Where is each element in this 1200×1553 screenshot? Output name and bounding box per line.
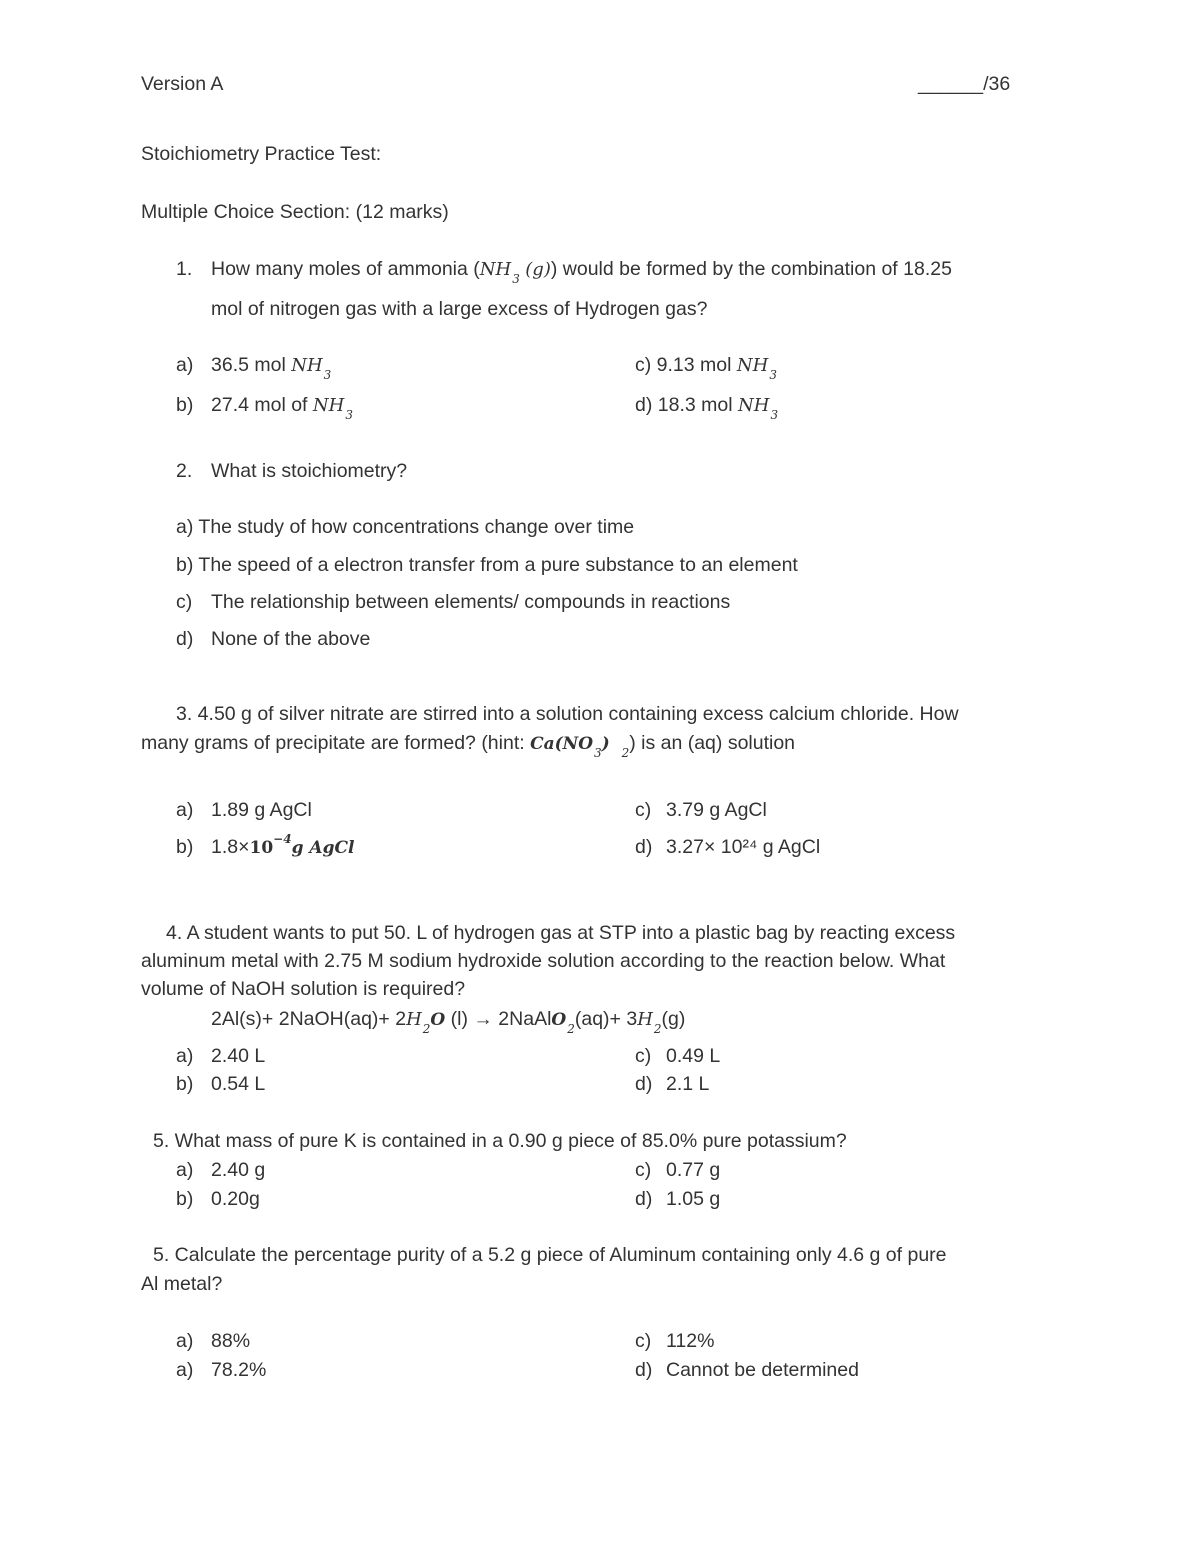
q5-option-a: 2.40 g — [211, 1159, 266, 1181]
q3-option-b-label: b) — [176, 836, 194, 858]
q6-option-c: 112% — [666, 1330, 715, 1352]
q3-option-b-unit: g AgCl — [291, 838, 355, 858]
q1-option-d-text: 18.3 mol — [657, 394, 733, 416]
q4-line1: 4. A student wants to put 50. L of hydrogen gas at STP into a plastic bag by reacting excess — [166, 922, 956, 944]
q3-option-b-text: 1.8× — [211, 836, 250, 858]
q4-line3: volume of NaOH solution is required? — [141, 978, 466, 1000]
q3-option-c-label: c) — [635, 799, 652, 821]
q3-option-a: 1.89 g AgCl — [211, 799, 312, 821]
q1-number: 1. — [176, 258, 193, 280]
q5-option-a-label: a) — [176, 1159, 194, 1181]
q1-option-a — [211, 353, 332, 382]
section-title: Multiple Choice Section: (12 marks) — [141, 201, 449, 223]
q4-eq-part1: 2Al(s)+ 2NaOH(aq)+ 2 — [211, 1008, 407, 1030]
q4-eq-o2-sub: 2 — [567, 1022, 575, 1036]
q3-option-a-label: a) — [176, 799, 194, 821]
q2-option-a: a) The study of how concentrations change over time — [176, 516, 635, 538]
score-blank: ______/36 — [918, 73, 1011, 95]
q3-line2 — [141, 731, 796, 760]
q3-line2-before: many grams of precipitate are formed? (hint: — [141, 732, 531, 754]
q6-option-d: Cannot be determined — [666, 1359, 859, 1381]
q4-eq-part3: (aq)+ 3 — [574, 1008, 638, 1030]
q5-option-d-label: d) — [635, 1188, 653, 1210]
q1-option-b-text: 27.4 mol of — [211, 394, 308, 416]
q4-eq-o2-o: O — [551, 1010, 567, 1030]
q1-option-d-label: d) — [635, 394, 653, 416]
q1-line2: mol of nitrogen gas with a large excess of Hydrogen gas? — [211, 298, 708, 320]
q5-option-d: 1.05 g — [666, 1188, 721, 1210]
q1-option-a-formula: NH — [291, 355, 323, 376]
q3-line2-after: ) is an (aq) solution — [629, 732, 796, 754]
q2-option-c: The relationship between elements/ compounds in reactions — [211, 591, 731, 613]
q1-option-b — [211, 393, 353, 422]
q6-line1: 5. Calculate the percentage purity of a 5.2 g piece of Aluminum containing only 4.6 g of pure — [153, 1244, 947, 1266]
q3-option-b — [211, 832, 355, 861]
q4-eq-h2o-h: H — [406, 1009, 422, 1030]
q1-option-b-label: b) — [176, 394, 194, 416]
q4-equation — [211, 1007, 686, 1036]
version-label: Version A — [141, 73, 224, 95]
q4-eq-part2: (l) → 2NaAl — [445, 1008, 552, 1030]
q1-option-d — [635, 393, 779, 422]
q5-text: 5. What mass of pure K is contained in a 0.90 g piece of 85.0% pure potassium? — [153, 1130, 847, 1152]
q4-line2: aluminum metal with 2.75 M sodium hydroxide solution according to the reaction below. What — [141, 950, 946, 972]
q6-option-a-label: a) — [176, 1330, 194, 1352]
q1-option-c-sub: 3 — [769, 368, 777, 382]
q3-line1: 3. 4.50 g of silver nitrate are stirred into a solution containing excess calcium chloride. How — [176, 703, 959, 725]
q2-option-c-label: c) — [176, 591, 193, 613]
q1-option-b-formula: NH — [312, 395, 345, 416]
q3-formula-close: ) — [601, 734, 610, 754]
q6-option-a2: 78.2% — [211, 1359, 267, 1381]
q6-option-d-label: d) — [635, 1359, 653, 1381]
q3-option-d: 3.27× 10²⁴ g AgCl — [666, 836, 821, 858]
q1-option-b-sub: 3 — [345, 408, 353, 422]
q3-formula: Ca(NO — [530, 734, 594, 754]
q5-option-b: 0.20g — [211, 1188, 260, 1210]
q6-option-a2-label: a) — [176, 1359, 194, 1381]
q1-option-c-formula: NH — [736, 355, 769, 376]
q4-eq-h2-sub: 2 — [653, 1022, 662, 1036]
q1-formula: NH — [479, 259, 512, 280]
q4-option-c-label: c) — [635, 1045, 652, 1067]
q5-option-c-label: c) — [635, 1159, 652, 1181]
q4-option-d: 2.1 L — [666, 1073, 710, 1095]
q4-option-b: 0.54 L — [211, 1073, 266, 1095]
q1-option-c-text: 9.13 mol — [656, 354, 732, 376]
q4-option-d-label: d) — [635, 1073, 653, 1095]
q3-option-d-label: d) — [635, 836, 653, 858]
q6-line2: Al metal? — [141, 1273, 223, 1295]
page-title: Stoichiometry Practice Test: — [141, 143, 382, 165]
q2-text: What is stoichiometry? — [211, 460, 408, 482]
q2-option-d: None of the above — [211, 628, 371, 650]
q4-eq-part4: (g) — [661, 1008, 686, 1030]
q3-formula-sub2: 2 — [621, 746, 630, 760]
q1-option-c — [635, 353, 777, 382]
q3-option-b-ten: 10 — [249, 838, 274, 858]
q1-option-a-sub: 3 — [323, 368, 332, 382]
q5-option-c: 0.77 g — [666, 1159, 721, 1181]
q2-number: 2. — [176, 460, 193, 482]
q4-option-a: 2.40 L — [211, 1045, 266, 1067]
q5-option-b-label: b) — [176, 1188, 194, 1210]
q1-option-c-label: c) — [635, 354, 652, 376]
q2-option-d-label: d) — [176, 628, 194, 650]
q3-option-c: 3.79 g AgCl — [666, 799, 767, 821]
q6-option-c-label: c) — [635, 1330, 652, 1352]
q1-option-a-text: 36.5 mol — [211, 354, 286, 376]
q1-formula-sub: 3 — [512, 272, 520, 286]
q4-eq-h2o-sub: 2 — [422, 1022, 431, 1036]
q1-option-a-label: a) — [176, 354, 194, 376]
q6-option-a: 88% — [211, 1330, 251, 1352]
q4-eq-h2o-o: O — [430, 1010, 446, 1030]
q1-formula-state: (g) — [525, 259, 551, 280]
q4-eq-h2-h: H — [637, 1009, 653, 1030]
q1-line1 — [211, 257, 952, 286]
q1-option-d-formula: NH — [737, 395, 770, 416]
q4-option-b-label: b) — [176, 1073, 194, 1095]
q2-option-b: b) The speed of a electron transfer from a pure substance to an element — [176, 554, 798, 576]
q3-formula-sub3: 3 — [594, 746, 602, 760]
q4-option-c: 0.49 L — [666, 1045, 721, 1067]
q4-option-a-label: a) — [176, 1045, 194, 1067]
q1-text-before: How many moles of ammonia ( — [211, 258, 480, 280]
q1-text-after: ) would be formed by the combination of 18.25 — [550, 258, 952, 280]
q3-option-b-exp: −4 — [273, 832, 292, 846]
q1-option-d-sub: 3 — [770, 408, 779, 422]
